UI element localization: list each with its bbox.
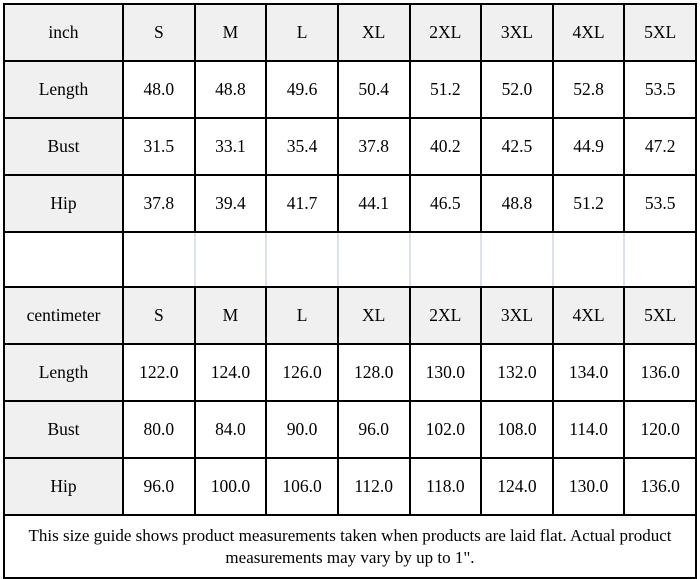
value-cell: 108.0 — [481, 401, 553, 458]
value-cell: 80.0 — [123, 401, 195, 458]
measure-label-cell: Bust — [4, 118, 123, 175]
value-cell: 51.2 — [553, 175, 625, 232]
value-cell: 126.0 — [266, 344, 338, 401]
unit-cell-inch: inch — [4, 4, 123, 61]
value-cell: 128.0 — [338, 344, 410, 401]
value-cell: 44.9 — [553, 118, 625, 175]
inch-bust-row — [4, 118, 696, 175]
value-cell: 49.6 — [266, 61, 338, 118]
centimeter-length-row — [4, 344, 696, 401]
size-header-cell: 3XL — [481, 287, 553, 344]
size-header-cell: L — [266, 4, 338, 61]
value-cell: 134.0 — [553, 344, 625, 401]
empty-cell — [195, 232, 267, 287]
value-cell: 96.0 — [338, 401, 410, 458]
size-header-cell: M — [195, 287, 267, 344]
value-cell: 100.0 — [195, 458, 267, 515]
value-cell: 37.8 — [338, 118, 410, 175]
size-header-cell: 2XL — [410, 4, 482, 61]
inch-header-row — [4, 4, 696, 61]
value-cell: 50.4 — [338, 61, 410, 118]
value-cell: 47.2 — [624, 118, 696, 175]
centimeter-bust-row — [4, 401, 696, 458]
empty-cell — [4, 232, 123, 287]
size-header-cell: S — [123, 287, 195, 344]
size-header-cell: 4XL — [553, 4, 625, 61]
value-cell: 102.0 — [410, 401, 482, 458]
value-cell: 52.8 — [553, 61, 625, 118]
value-cell: 46.5 — [410, 175, 482, 232]
centimeter-header-row — [4, 287, 696, 344]
measure-label-cell: Length — [4, 61, 123, 118]
size-header-cell: M — [195, 4, 267, 61]
footer-note: This size guide shows product measurements taken when products are laid flat. Actual product measurements may vary by up to 1". — [4, 515, 696, 578]
value-cell: 90.0 — [266, 401, 338, 458]
empty-cell — [123, 232, 195, 287]
value-cell: 48.8 — [481, 175, 553, 232]
value-cell: 124.0 — [481, 458, 553, 515]
value-cell: 40.2 — [410, 118, 482, 175]
measure-label-cell: Hip — [4, 458, 123, 515]
unit-cell-centimeter: centimeter — [4, 287, 123, 344]
empty-cell — [410, 232, 482, 287]
value-cell: 84.0 — [195, 401, 267, 458]
inch-length-row — [4, 61, 696, 118]
value-cell: 41.7 — [266, 175, 338, 232]
value-cell: 114.0 — [553, 401, 625, 458]
value-cell: 136.0 — [624, 344, 696, 401]
value-cell: 122.0 — [123, 344, 195, 401]
value-cell: 120.0 — [624, 401, 696, 458]
value-cell: 132.0 — [481, 344, 553, 401]
size-header-cell: 3XL — [481, 4, 553, 61]
value-cell: 52.0 — [481, 61, 553, 118]
value-cell: 106.0 — [266, 458, 338, 515]
value-cell: 136.0 — [624, 458, 696, 515]
value-cell: 42.5 — [481, 118, 553, 175]
value-cell: 130.0 — [553, 458, 625, 515]
size-header-cell: L — [266, 287, 338, 344]
value-cell: 112.0 — [338, 458, 410, 515]
value-cell: 48.0 — [123, 61, 195, 118]
measure-label-cell: Length — [4, 344, 123, 401]
value-cell: 39.4 — [195, 175, 267, 232]
value-cell: 51.2 — [410, 61, 482, 118]
value-cell: 48.8 — [195, 61, 267, 118]
size-guide-table — [3, 3, 697, 579]
measure-label-cell: Bust — [4, 401, 123, 458]
value-cell: 53.5 — [624, 61, 696, 118]
inch-hip-row — [4, 175, 696, 232]
measure-label-cell: Hip — [4, 175, 123, 232]
value-cell: 37.8 — [123, 175, 195, 232]
value-cell: 118.0 — [410, 458, 482, 515]
value-cell: 35.4 — [266, 118, 338, 175]
spacer-row — [4, 232, 696, 287]
size-header-cell: XL — [338, 4, 410, 61]
size-header-cell: 5XL — [624, 287, 696, 344]
empty-cell — [481, 232, 553, 287]
empty-cell — [338, 232, 410, 287]
value-cell: 33.1 — [195, 118, 267, 175]
centimeter-hip-row — [4, 458, 696, 515]
size-header-cell: 5XL — [624, 4, 696, 61]
empty-cell — [266, 232, 338, 287]
empty-cell — [624, 232, 696, 287]
footer-row — [4, 515, 696, 578]
empty-cell — [553, 232, 625, 287]
size-header-cell: 2XL — [410, 287, 482, 344]
size-header-cell: XL — [338, 287, 410, 344]
value-cell: 130.0 — [410, 344, 482, 401]
value-cell: 53.5 — [624, 175, 696, 232]
value-cell: 96.0 — [123, 458, 195, 515]
value-cell: 124.0 — [195, 344, 267, 401]
size-header-cell: S — [123, 4, 195, 61]
value-cell: 44.1 — [338, 175, 410, 232]
value-cell: 31.5 — [123, 118, 195, 175]
size-header-cell: 4XL — [553, 287, 625, 344]
